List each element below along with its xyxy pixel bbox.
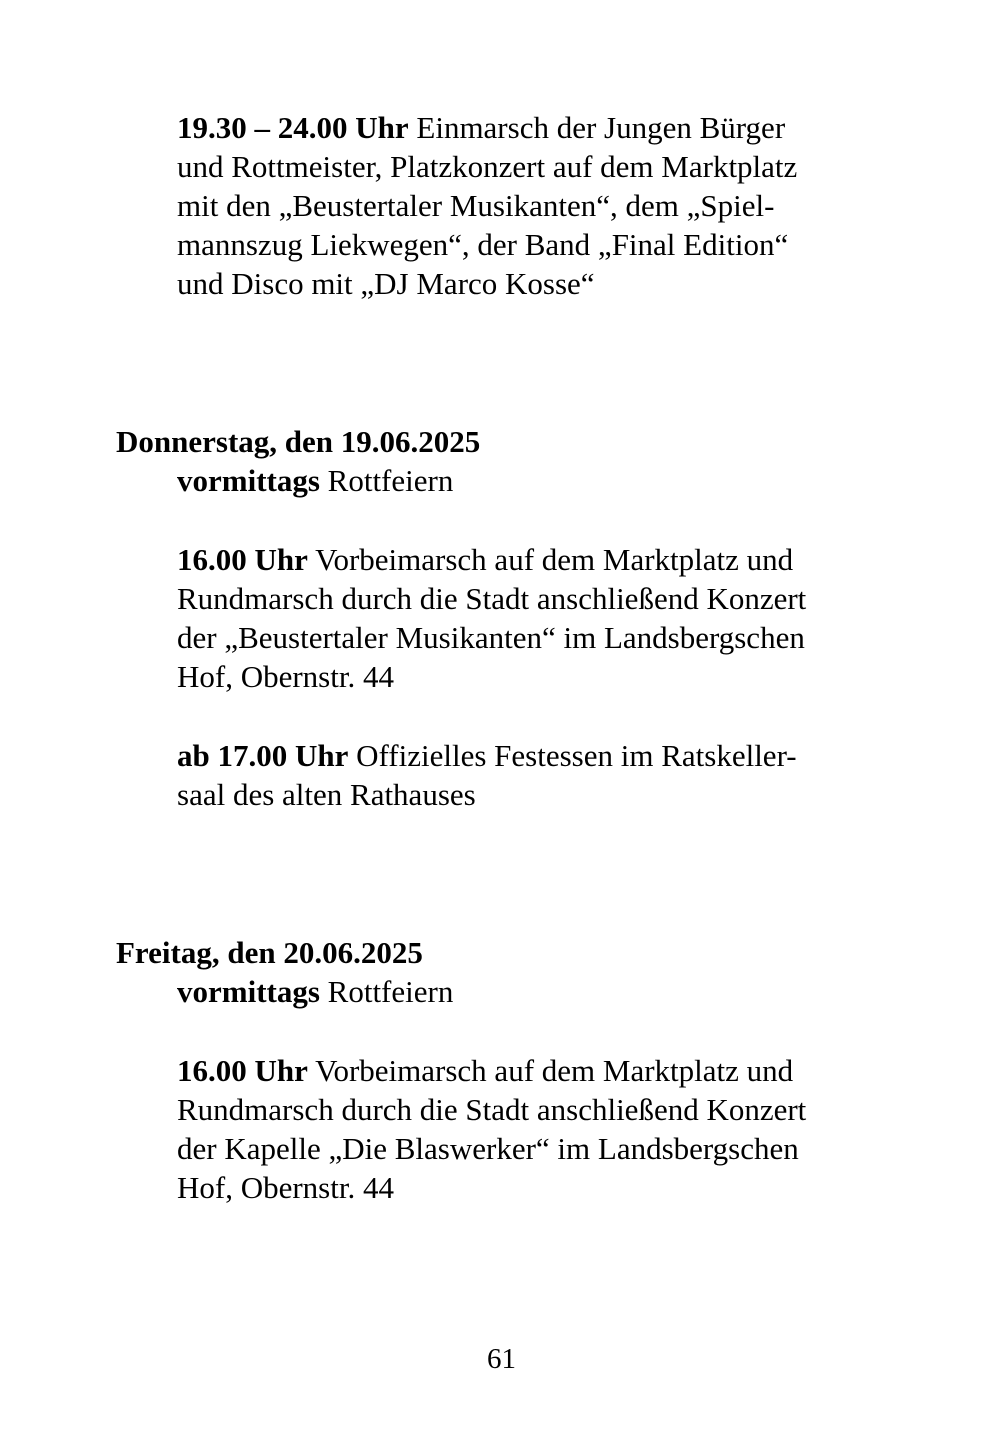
- entry-text: Rottfeiern: [319, 974, 454, 1009]
- entry-time: ab 17.00 Uhr: [177, 738, 349, 773]
- program-entry: [177, 461, 897, 500]
- program-entry: [177, 108, 897, 303]
- entry-text: Vorbeimarsch auf dem Marktplatz und: [307, 542, 794, 577]
- entry-text: Einmarsch der Jungen Bürger: [408, 110, 786, 145]
- entry-line: der Kapelle „Die Blaswerker“ im Landsbergschen: [177, 1131, 799, 1166]
- entry-line: und Rottmeister, Platzkonzert auf dem Marktplatz: [177, 149, 798, 184]
- entry-text: Rottfeiern: [319, 463, 454, 498]
- entry-line: saal des alten Rathauses: [177, 777, 476, 812]
- entry-text: Vorbeimarsch auf dem Marktplatz und: [307, 1053, 794, 1088]
- entry-line: [177, 461, 897, 500]
- entry-line: und Disco mit „DJ Marco Kosse“: [177, 266, 595, 301]
- entry-time: 16.00 Uhr: [177, 542, 308, 577]
- entry-line: [177, 736, 897, 775]
- entry-time: 19.30 – 24.00 Uhr: [177, 110, 409, 145]
- entry-line: der „Beustertaler Musikanten“ im Landsbergschen: [177, 620, 805, 655]
- entry-line: [177, 540, 897, 579]
- entry-time: vormittags: [177, 463, 320, 498]
- program-entry: [177, 1051, 897, 1207]
- entry-line: Hof, Obernstr. 44: [177, 659, 394, 694]
- entry-line: mit den „Beustertaler Musikanten“, dem „Spiel-: [177, 188, 775, 223]
- entry-time: vormittags: [177, 974, 320, 1009]
- entry-line: [177, 972, 897, 1011]
- page-number: 61: [487, 1343, 516, 1375]
- entry-time: 16.00 Uhr: [177, 1053, 308, 1088]
- program-entry: [177, 972, 897, 1011]
- entry-line: Rundmarsch durch die Stadt anschließend Konzert: [177, 581, 807, 616]
- program-entry: [177, 540, 897, 696]
- entry-line: Hof, Obernstr. 44: [177, 1170, 394, 1205]
- entry-text: Offizielles Festessen im Ratskeller-: [348, 738, 797, 773]
- entry-line: Rundmarsch durch die Stadt anschließend Konzert: [177, 1092, 807, 1127]
- entry-line: [177, 1051, 897, 1090]
- entry-line: mannszug Liekwegen“, der Band „Final Edition“: [177, 227, 789, 262]
- entry-line: [177, 108, 897, 147]
- program-entry: [177, 736, 897, 814]
- day-heading: Freitag, den 20.06.2025: [116, 935, 423, 970]
- day-heading: Donnerstag, den 19.06.2025: [116, 424, 481, 459]
